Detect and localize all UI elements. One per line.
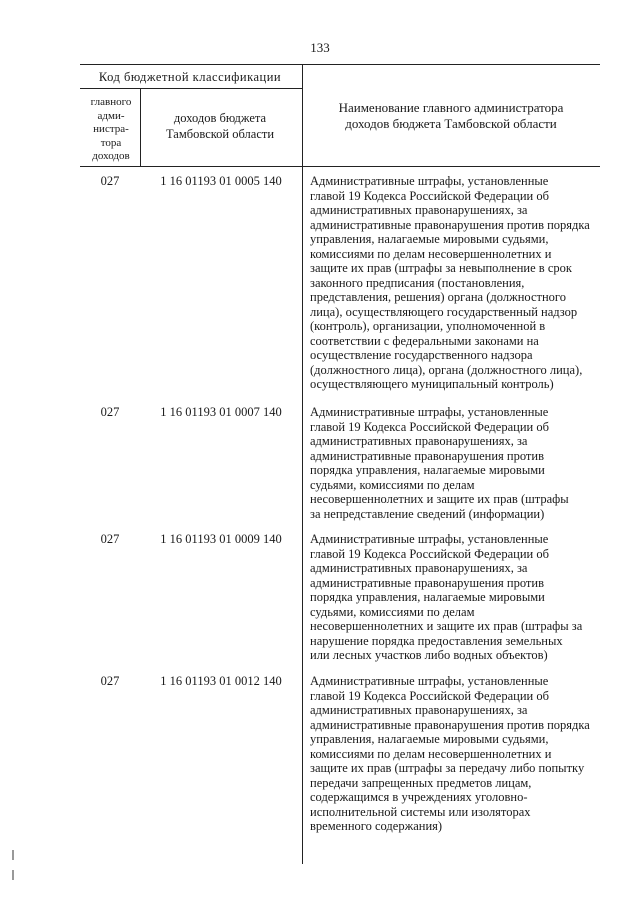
admin-code-cell: 027 bbox=[100, 532, 120, 546]
administrator-name-cell: Административные штрафы, установленные главой 19 Кодекса Российской Федерации об административных правонарушениях, за административные правонарушения против порядка управления, налагаемые мировыми судьями, комиссиями по делам несовершеннолетних и защите их прав (штрафы за передачу либо попытку передачи запрещенных предметов лицам, содержащимся в учреждениях уголовно- исполнительной системы или изоляторах временного содержания) bbox=[310, 674, 590, 833]
administrator-name-cell: Административные штрафы, установленные главой 19 Кодекса Российской Федерации об административных правонарушениях, за административные правонарушения против порядка управления, налагаемые мировыми судьями, комиссиями по делам несовершеннолетних и защите их прав (штрафы за нарушение порядка предоставления земельных или лесных участков либо водных объектов) bbox=[310, 532, 583, 662]
admin-code-cell: 027 bbox=[100, 674, 120, 688]
header-bottom-border bbox=[80, 166, 600, 167]
page-number: 133 bbox=[310, 40, 330, 55]
kbk-cell: 1 16 01193 01 0009 140 bbox=[160, 532, 282, 546]
header-region-income: доходов бюджета Тамбовской области bbox=[165, 111, 275, 141]
scan-margin-mark bbox=[12, 870, 14, 880]
administrator-name-cell: Административные штрафы, установленные главой 19 Кодекса Российской Федерации об административных правонарушениях, за административные правонарушения против порядка управления, налагаемые мировыми судьями, комиссиями по делам несовершеннолетних и защите их прав (штрафы за непредставление сведений (информации) bbox=[310, 405, 569, 521]
administrator-name-cell: Административные штрафы, установленные главой 19 Кодекса Российской Федерации об административных правонарушениях, за административные правонарушения против порядка управления, налагаемые мировыми судьями, комиссиями по делам несовершеннолетних и защите их прав (штрафы за невыполнение в срок законного предписания (постановления, представления, решения) органа (должностного лица), осуществляющего государственный надзор (контроль), организации, уполномоченной в соответствии с федеральными законами на осуществление государственного надзора (должностного лица), органа (должностного лица), осуществляющего муниципальный контроль) bbox=[310, 174, 590, 391]
scan-margin-mark bbox=[12, 850, 14, 860]
header-budget-classification-code: Код бюджетной классификации bbox=[98, 70, 282, 84]
admin-code-cell: 027 bbox=[100, 405, 120, 419]
kbk-cell: 1 16 01193 01 0005 140 bbox=[160, 174, 282, 188]
table-top-border bbox=[80, 64, 600, 65]
kbk-cell: 1 16 01193 01 0007 140 bbox=[160, 405, 282, 419]
column-divider-name bbox=[302, 64, 303, 864]
admin-code-cell: 027 bbox=[100, 174, 120, 188]
classification-header-divider bbox=[80, 88, 302, 89]
kbk-cell: 1 16 01193 01 0012 140 bbox=[160, 674, 282, 688]
header-main-administrator: главного адми- нистра- тора доходов bbox=[90, 96, 132, 162]
header-administrator-name: Наименование главного администратора доходов бюджета Тамбовской области bbox=[338, 100, 564, 131]
budget-classification-table bbox=[80, 64, 600, 864]
